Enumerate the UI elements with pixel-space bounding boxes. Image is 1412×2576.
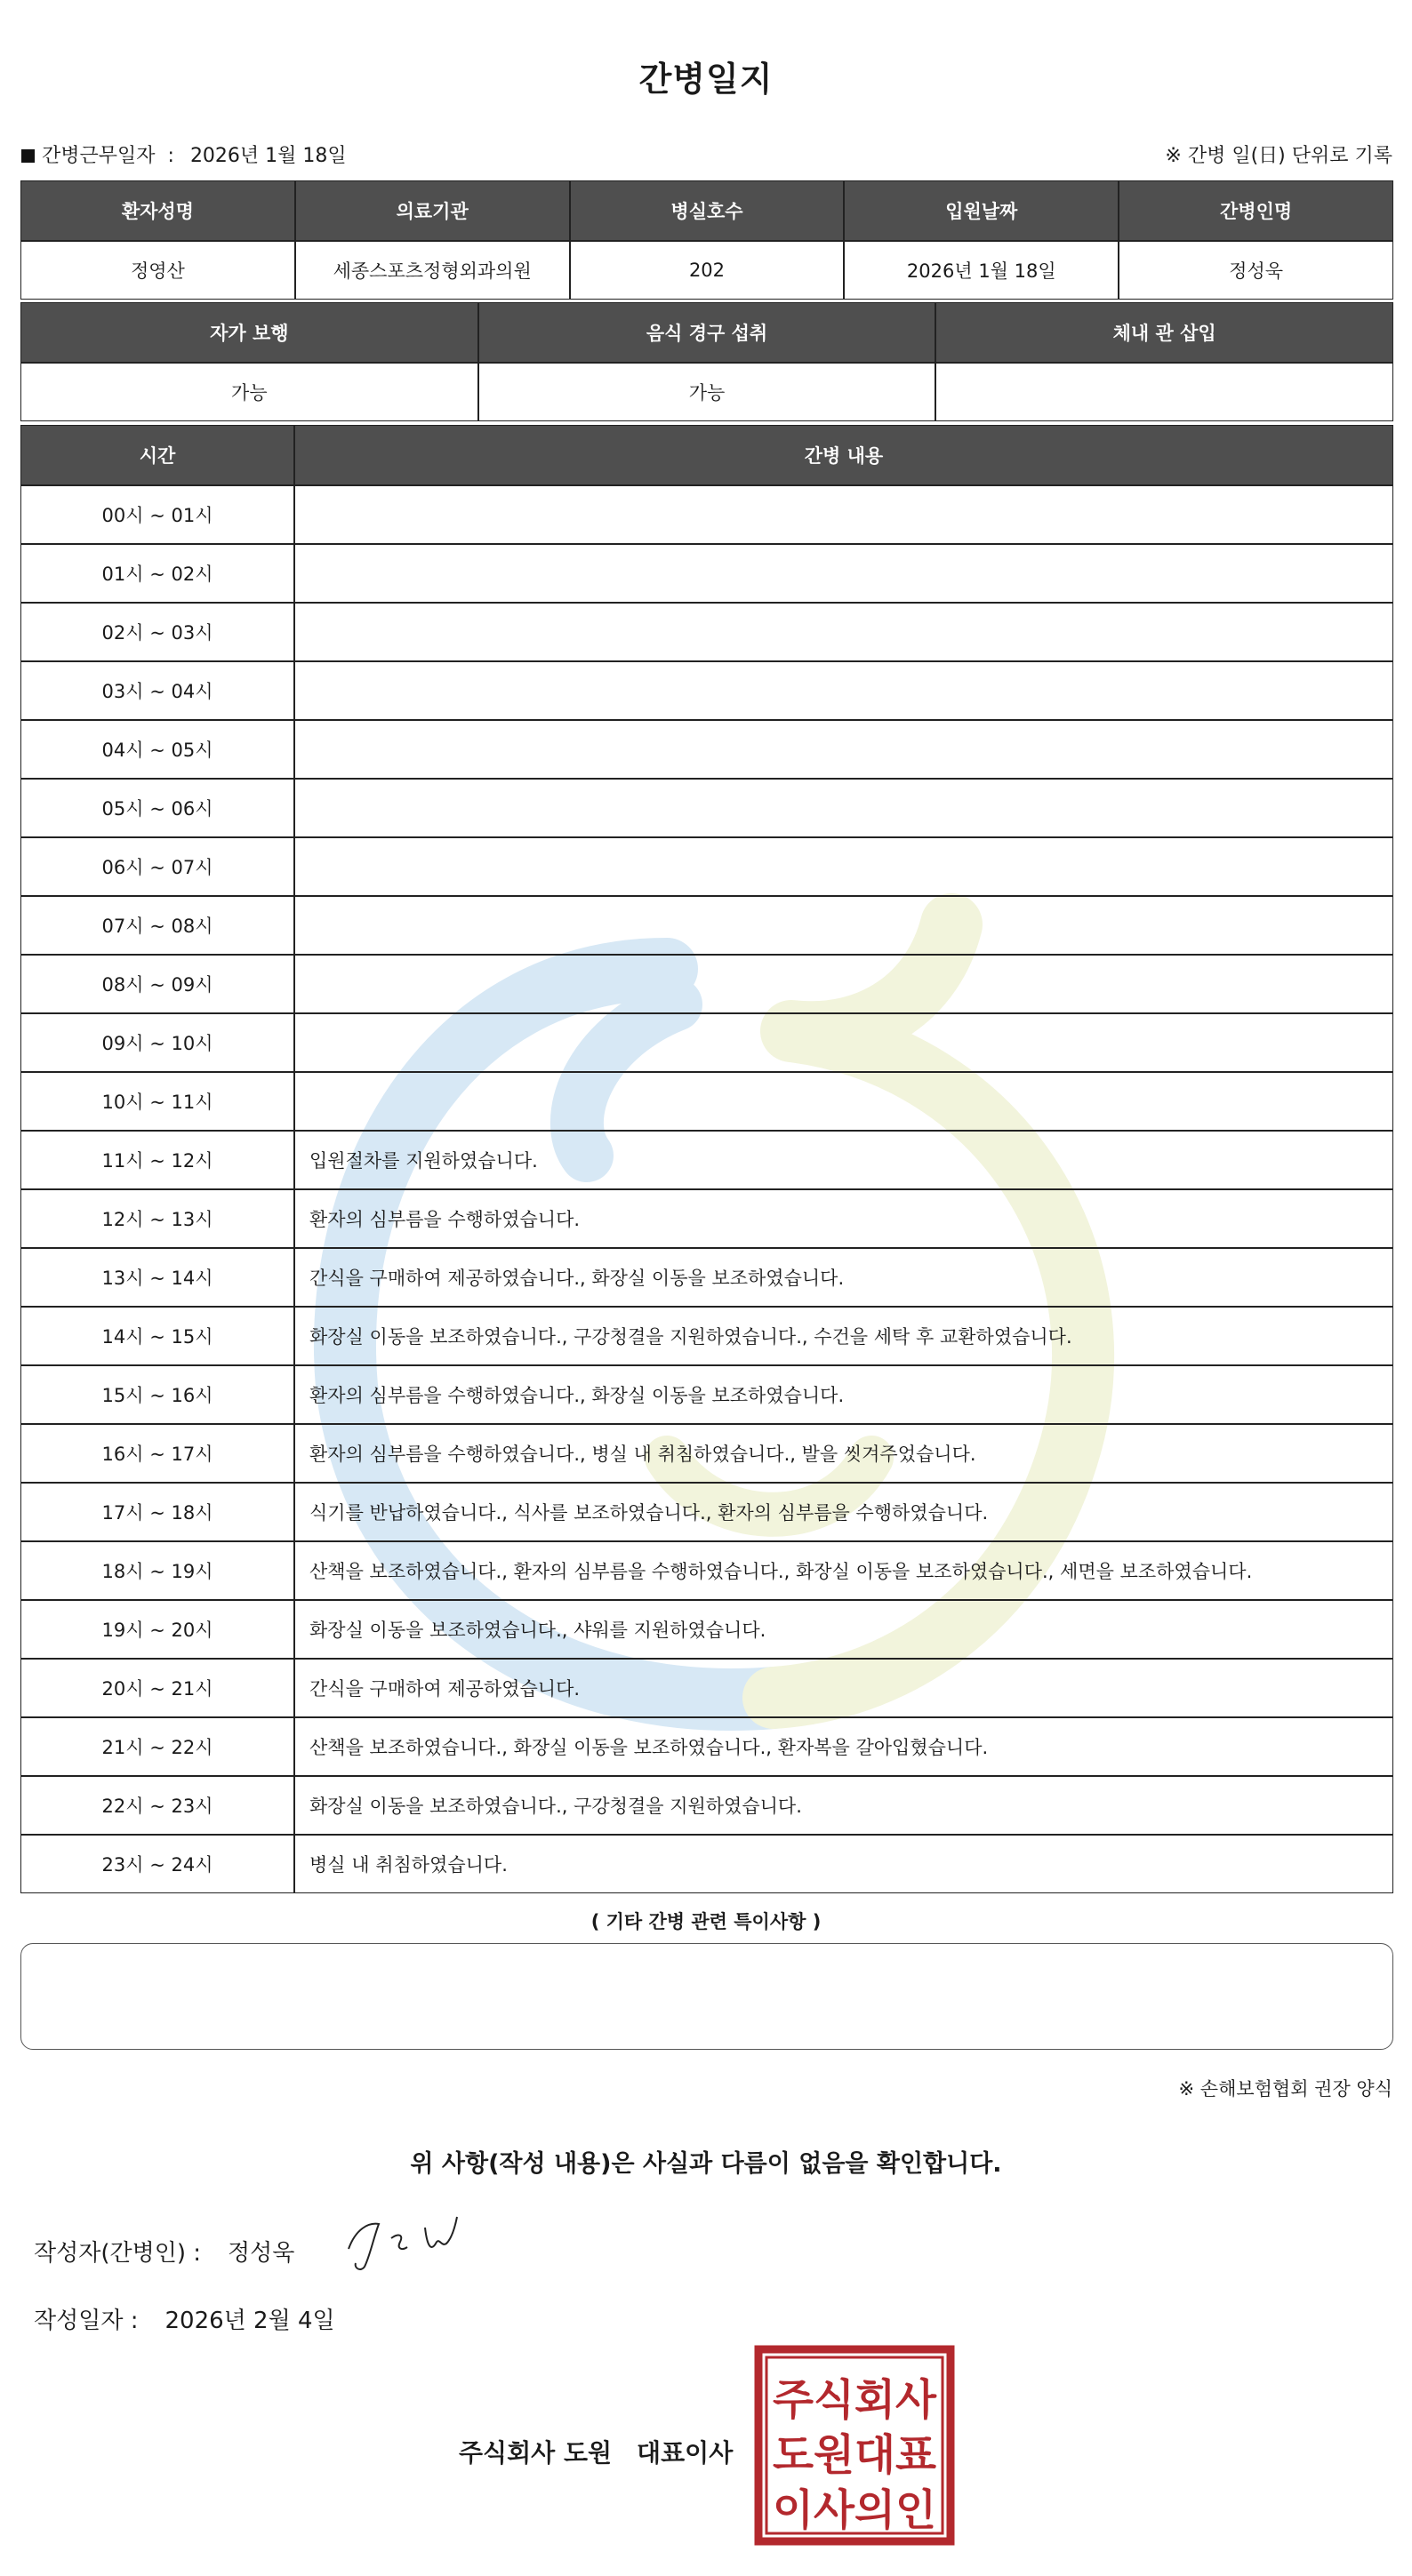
company-signoff — [459, 2434, 733, 2469]
writer-line — [34, 2235, 294, 2268]
care-log-row — [20, 1600, 1393, 1659]
writer-name: 정성욱 — [228, 2240, 295, 2267]
log-time-cell: 13시 ~ 14시 — [20, 1248, 294, 1307]
log-content-cell: 간식을 구매하여 제공하였습니다. — [294, 1659, 1393, 1717]
hospital-name: 세종스포츠정형외과의원 — [295, 241, 570, 300]
header-tube-insertion: 체내 관 삽입 — [935, 302, 1393, 363]
log-time-cell: 19시 ~ 20시 — [20, 1600, 294, 1659]
log-time-cell: 10시 ~ 11시 — [20, 1072, 294, 1131]
colon: : — [167, 145, 174, 167]
square-bullet-icon — [21, 149, 35, 163]
care-log-row — [20, 955, 1393, 1013]
patient-info-header-row — [20, 180, 1393, 241]
log-time-cell: 05시 ~ 06시 — [20, 779, 294, 837]
log-content-cell: 화장실 이동을 보조하였습니다., 구강청결을 지원하였습니다. — [294, 1776, 1393, 1835]
log-time-cell: 23시 ~ 24시 — [20, 1835, 294, 1893]
care-log-row — [20, 1541, 1393, 1600]
log-content-cell — [294, 1072, 1393, 1131]
header-patient-name: 환자성명 — [20, 180, 295, 241]
care-log-row — [20, 1131, 1393, 1189]
log-time-cell: 17시 ~ 18시 — [20, 1483, 294, 1541]
handwritten-signature — [338, 2212, 471, 2274]
admission-date: 2026년 1월 18일 — [844, 241, 1119, 300]
care-log-row — [20, 1776, 1393, 1835]
care-log-row — [20, 1365, 1393, 1424]
log-content-cell: 입원절차를 지원하였습니다. — [294, 1131, 1393, 1189]
care-log-row — [20, 1248, 1393, 1307]
ceo-title: 대표이사 — [637, 2438, 734, 2468]
log-time-cell: 03시 ~ 04시 — [20, 661, 294, 720]
care-log-row — [20, 603, 1393, 661]
log-content-cell — [294, 779, 1393, 837]
write-date-line — [34, 2302, 335, 2335]
caregiver-name: 정성욱 — [1119, 241, 1393, 300]
care-log-row — [20, 544, 1393, 603]
care-log-row — [20, 1659, 1393, 1717]
patient-info-table — [20, 180, 1393, 300]
care-log-row — [20, 1307, 1393, 1365]
header-time: 시간 — [20, 425, 294, 485]
log-content-cell: 화장실 이동을 보조하였습니다., 구강청결을 지원하였습니다., 수건을 세탁 후 교환하였습니다. — [294, 1307, 1393, 1365]
log-time-cell: 22시 ~ 23시 — [20, 1776, 294, 1835]
care-log-row — [20, 1013, 1393, 1072]
log-time-cell: 08시 ~ 09시 — [20, 955, 294, 1013]
company-name: 주식회사 도원 — [459, 2438, 613, 2468]
header-care-content: 간병 내용 — [294, 425, 1393, 485]
patient-status-table — [20, 302, 1393, 421]
log-time-cell: 09시 ~ 10시 — [20, 1013, 294, 1072]
log-time-cell: 04시 ~ 05시 — [20, 720, 294, 779]
work-date — [21, 140, 347, 168]
log-content-cell — [294, 1013, 1393, 1072]
care-log-table — [20, 425, 1393, 1893]
care-log-row — [20, 896, 1393, 955]
log-content-cell — [294, 896, 1393, 955]
log-time-cell: 06시 ~ 07시 — [20, 837, 294, 896]
writer-label: 작성자(간병인) : — [34, 2240, 202, 2267]
log-content-cell: 산책을 보조하였습니다., 환자의 심부름을 수행하였습니다., 화장실 이동을 보조하였습니다., 세면을 보조하였습니다. — [294, 1541, 1393, 1600]
log-content-cell: 환자의 심부름을 수행하였습니다. — [294, 1189, 1393, 1248]
header-hospital: 의료기관 — [295, 180, 570, 241]
company-seal-stamp — [754, 2345, 955, 2546]
insurance-form-note: ※ 손해보험협회 권장 양식 — [1178, 2078, 1392, 2100]
log-content-cell — [294, 485, 1393, 544]
log-content-cell: 병실 내 취침하였습니다. — [294, 1835, 1393, 1893]
log-time-cell: 02시 ~ 03시 — [20, 603, 294, 661]
confirmation-statement: 위 사항(작성 내용)은 사실과 다름이 없음을 확인합니다. — [410, 2150, 1002, 2178]
care-log-row — [20, 1717, 1393, 1776]
page-title: 간병일지 — [638, 60, 774, 99]
log-time-cell: 18시 ~ 19시 — [20, 1541, 294, 1600]
header-room-number: 병실호수 — [570, 180, 845, 241]
patient-name: 정영산 — [20, 241, 295, 300]
log-content-cell — [294, 544, 1393, 603]
seal-line-3: 이사의인 — [773, 2485, 936, 2535]
work-date-value: 2026년 1월 18일 — [189, 145, 347, 167]
care-log-body — [20, 485, 1393, 1893]
log-content-cell: 산책을 보조하였습니다., 화장실 이동을 보조하였습니다., 환자복을 갈아입혔습니다. — [294, 1717, 1393, 1776]
care-log-row — [20, 485, 1393, 544]
status-value-row — [20, 363, 1393, 421]
seal-line-1: 주식회사 — [773, 2375, 937, 2425]
header-self-walking: 자가 보행 — [20, 302, 478, 363]
care-log-row — [20, 1072, 1393, 1131]
care-log-row — [20, 837, 1393, 896]
log-time-cell: 15시 ~ 16시 — [20, 1365, 294, 1424]
log-time-cell: 14시 ~ 15시 — [20, 1307, 294, 1365]
log-time-cell: 16시 ~ 17시 — [20, 1424, 294, 1483]
log-content-cell: 환자의 심부름을 수행하였습니다., 화장실 이동을 보조하였습니다. — [294, 1365, 1393, 1424]
header-admission-date: 입원날짜 — [844, 180, 1119, 241]
log-content-cell: 간식을 구매하여 제공하였습니다., 화장실 이동을 보조하였습니다. — [294, 1248, 1393, 1307]
care-log-row — [20, 720, 1393, 779]
log-content-cell — [294, 661, 1393, 720]
care-log-row — [20, 1835, 1393, 1893]
care-log-row — [20, 661, 1393, 720]
log-time-cell: 20시 ~ 21시 — [20, 1659, 294, 1717]
log-content-cell: 식기를 반납하였습니다., 식사를 보조하였습니다., 환자의 심부름을 수행하였습니다. — [294, 1483, 1393, 1541]
log-content-cell: 환자의 심부름을 수행하였습니다., 병실 내 취침하였습니다., 발을 씻겨주었습니다. — [294, 1424, 1393, 1483]
write-date-label: 작성일자 : — [34, 2308, 139, 2334]
header-caregiver-name: 간병인명 — [1119, 180, 1393, 241]
tube-insertion-value — [935, 363, 1393, 421]
special-notes-box — [20, 1943, 1393, 2050]
log-time-cell: 12시 ~ 13시 — [20, 1189, 294, 1248]
seal-line-2: 도원대표 — [773, 2430, 937, 2480]
log-content-cell — [294, 955, 1393, 1013]
care-log-row — [20, 1424, 1393, 1483]
self-walking-value: 가능 — [20, 363, 478, 421]
log-content-cell — [294, 837, 1393, 896]
log-content-cell — [294, 603, 1393, 661]
care-log-header-row — [20, 425, 1393, 485]
log-time-cell: 00시 ~ 01시 — [20, 485, 294, 544]
care-log-row — [20, 1189, 1393, 1248]
daily-record-note: ※ 간병 일(日) 단위로 기록 — [1165, 145, 1392, 167]
status-header-row — [20, 302, 1393, 363]
log-time-cell: 01시 ~ 02시 — [20, 544, 294, 603]
patient-info-value-row — [20, 241, 1393, 300]
log-time-cell: 21시 ~ 22시 — [20, 1717, 294, 1776]
care-log-row — [20, 779, 1393, 837]
log-content-cell: 화장실 이동을 보조하였습니다., 샤워를 지원하였습니다. — [294, 1600, 1393, 1659]
header-oral-intake: 음식 경구 섭취 — [478, 302, 936, 363]
notes-title: ( 기타 간병 관련 특이사항 ) — [590, 1911, 822, 1932]
care-log-row — [20, 1483, 1393, 1541]
work-date-label: 간병근무일자 — [42, 145, 156, 167]
oral-intake-value: 가능 — [478, 363, 936, 421]
log-content-cell — [294, 720, 1393, 779]
room-number: 202 — [570, 241, 845, 300]
log-time-cell: 11시 ~ 12시 — [20, 1131, 294, 1189]
log-time-cell: 07시 ~ 08시 — [20, 896, 294, 955]
write-date-value: 2026년 2월 4일 — [164, 2308, 335, 2334]
